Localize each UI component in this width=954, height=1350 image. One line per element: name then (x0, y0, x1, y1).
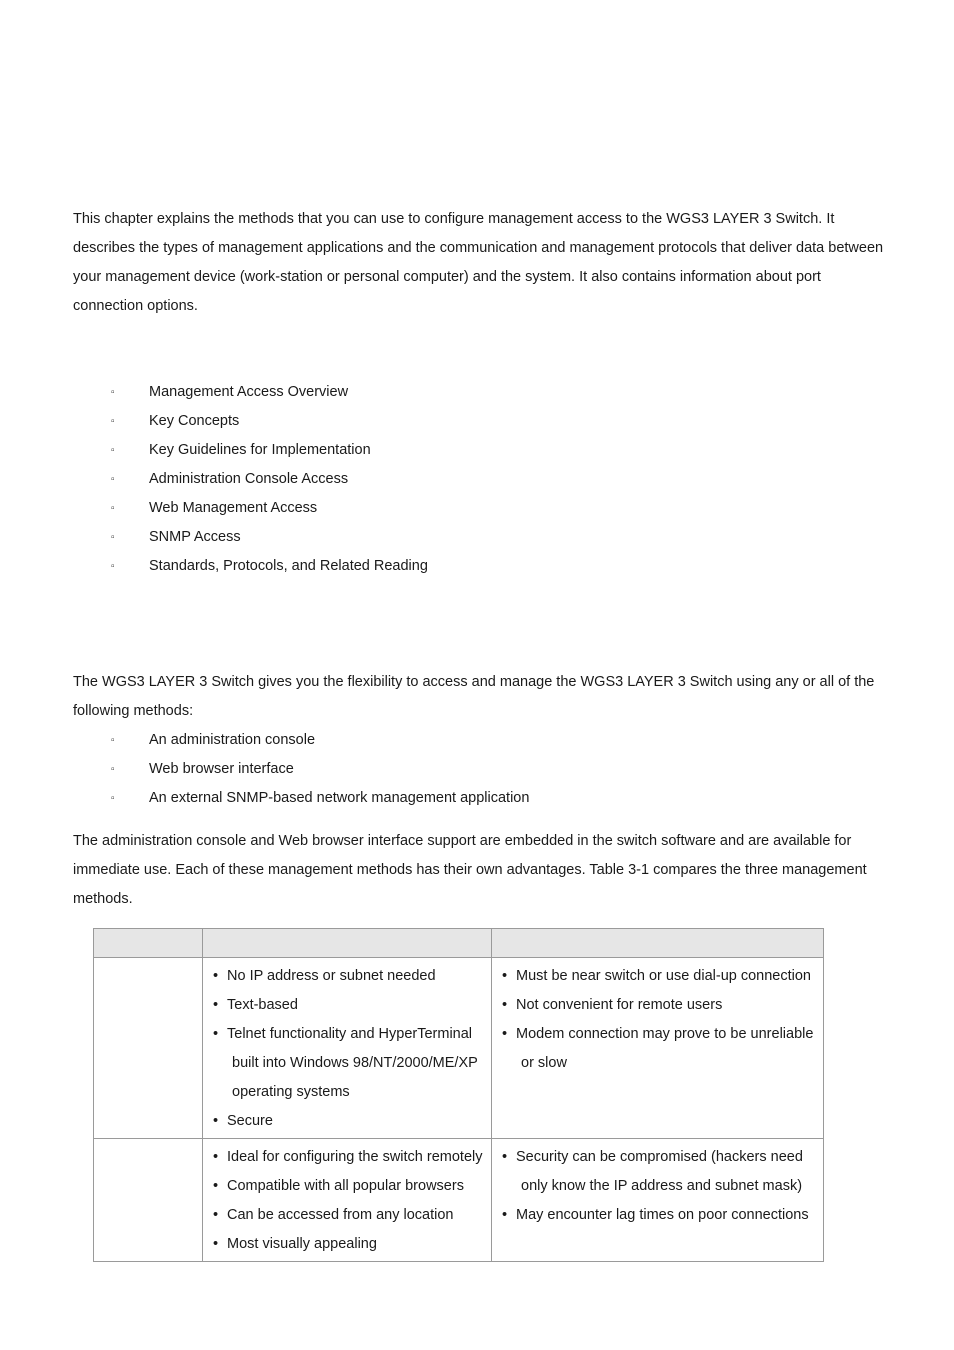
table-header-row (94, 929, 824, 958)
bullet-icon: • (502, 1149, 508, 1165)
bullet-icon: ▫ (111, 474, 115, 485)
list-item: • Ideal for configuring the switch remotely (213, 1143, 483, 1172)
advantages-list (203, 1139, 491, 1261)
list-item: • Can be accessed from any location (213, 1201, 483, 1230)
list-item: • Security can be compromised (hackers need only know the IP address and subnet mask) (502, 1143, 815, 1201)
bullet-icon: • (213, 1236, 219, 1252)
table-cell (94, 1139, 203, 1262)
list-item: • Must be near switch or use dial-up connection (502, 962, 815, 991)
list-item: • Modem connection may prove to be unreliable or slow (502, 1020, 815, 1078)
topic-item: Standards, Protocols, and Related Reading (149, 558, 428, 574)
table-header-cell (203, 929, 492, 958)
list-item: • Not convenient for remote users (502, 991, 815, 1020)
method-item: An administration console (149, 732, 316, 748)
bullet-icon: • (502, 997, 508, 1013)
bullet-icon: • (213, 1207, 219, 1223)
list-item: • Compatible with all popular browsers (213, 1172, 483, 1201)
topic-item: Administration Console Access (149, 471, 349, 487)
bullet-icon: ▫ (111, 387, 115, 398)
bullet-icon: ▫ (111, 416, 115, 427)
bullet-icon: • (502, 968, 508, 984)
disadvantages-list (492, 1139, 823, 1232)
table-row (94, 1139, 824, 1262)
table-cell (94, 958, 203, 1139)
table-cell (203, 1139, 492, 1262)
table-cell (203, 958, 492, 1139)
bullet-icon: ▫ (111, 503, 115, 514)
table-row (94, 958, 824, 1139)
topic-item: Web Management Access (149, 500, 318, 516)
bullet-icon: ▫ (111, 532, 115, 543)
topic-item: Management Access Overview (149, 384, 349, 400)
list-item: • Secure (213, 1107, 483, 1136)
method-item: Web browser interface (149, 761, 294, 777)
table-cell (492, 958, 824, 1139)
bullet-icon: ▫ (111, 735, 115, 746)
overview-paragraph-2: The administration console and Web browser interface support are embedded in the switch software and are available for immediate use. Each of these management methods has their own advantages. Table 3-1 compares the three management methods. (73, 833, 867, 907)
disadvantages-list (492, 958, 823, 1080)
table-cell (492, 1139, 824, 1262)
bullet-icon: • (213, 1026, 219, 1042)
method-item: An external SNMP-based network management application (149, 790, 530, 806)
topic-item: Key Concepts (149, 413, 240, 429)
bullet-icon: • (213, 1178, 219, 1194)
table-header-cell (492, 929, 824, 958)
topic-item: SNMP Access (149, 529, 241, 545)
list-item: • Telnet functionality and HyperTerminal built into Windows 98/NT/2000/ME/XP operating systems (213, 1020, 483, 1107)
bullet-icon: ▫ (111, 764, 115, 775)
bullet-icon: • (502, 1207, 508, 1223)
advantages-list (203, 958, 491, 1138)
bullet-icon: • (213, 997, 219, 1013)
topic-item: Key Guidelines for Implementation (149, 442, 371, 458)
bullet-icon: ▫ (111, 561, 115, 572)
bullet-icon: • (502, 1026, 508, 1042)
overview-paragraph: The WGS3 LAYER 3 Switch gives you the flexibility to access and manage the WGS3 LAYER 3 Switch using any or all of the following methods: (73, 674, 875, 719)
list-item: • May encounter lag times on poor connections (502, 1201, 815, 1230)
list-item: • No IP address or subnet needed (213, 962, 483, 991)
bullet-icon: • (213, 1113, 219, 1129)
bullet-icon: • (213, 1149, 219, 1165)
list-item: • Most visually appealing (213, 1230, 483, 1259)
table-header-cell (94, 929, 203, 958)
bullet-icon: ▫ (111, 445, 115, 456)
list-item: • Text-based (213, 991, 483, 1020)
bullet-icon: ▫ (111, 793, 115, 804)
comparison-table (93, 928, 824, 1262)
bullet-icon: • (213, 968, 219, 984)
intro-paragraph: This chapter explains the methods that you can use to configure management access to the WGS3 LAYER 3 Switch. It describes the types of management applications and the communication and management protocols that deliver data between your management device (work-station or personal computer) and the system. It also contains information about port connection options. (73, 211, 884, 314)
